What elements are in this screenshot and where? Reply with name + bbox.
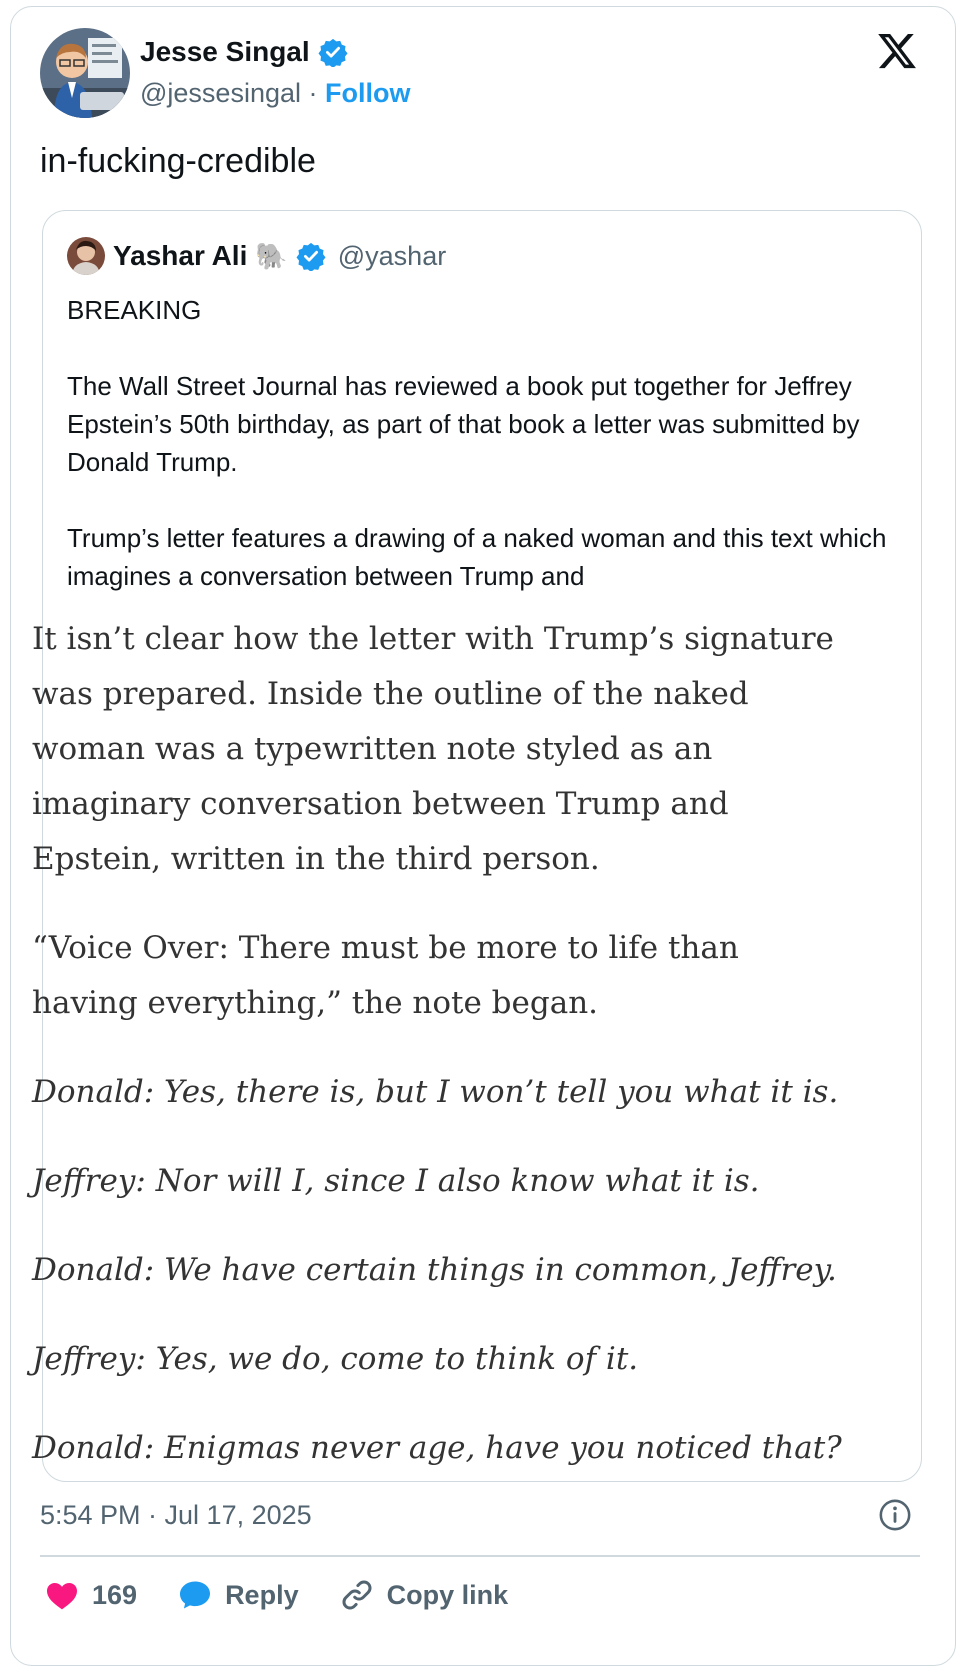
elephant-emoji-icon: 🐘 [255, 240, 288, 271]
article-lead: It isn’t clear how the letter with Trump’s signature was prepared. Inside the outline of the naked woman was a typewritten note styled as an imaginary conversation between Trump and Epstein, written in the third person. [32, 621, 834, 877]
x-logo-icon[interactable] [876, 30, 918, 72]
quoted-paragraph: BREAKING [67, 295, 202, 325]
article-dialogue-line: Jeffrey: Nor will I, since I also know what it is. [32, 1163, 760, 1199]
article-dialogue-line: Donald: We have certain things in common, Jeffrey. [32, 1252, 837, 1288]
copy-link-button[interactable] [339, 1577, 509, 1613]
author-handle[interactable]: @jessesingal [140, 78, 301, 108]
article-quote: “Voice Over: There must be more to life than having everything,” the note began. [32, 930, 739, 1021]
copy-link-label: Copy link [386, 1579, 509, 1610]
article-excerpt-image [32, 612, 852, 1510]
like-count: 169 [92, 1579, 138, 1610]
quoted-paragraph: The Wall Street Journal has reviewed a book put together for Jeffrey Epstein’s 50th birthday, as part of that book a letter was submitted by Donald Trump. [67, 371, 860, 477]
article-dialogue-line: Donald: Yes, there is, but I won’t tell you what it is. [32, 1074, 839, 1110]
verified-badge-icon [318, 37, 348, 67]
quoted-tweet-text [67, 291, 897, 595]
author-handle-row [140, 78, 411, 109]
like-button[interactable] [44, 1577, 137, 1613]
follow-button[interactable]: Follow [325, 78, 411, 108]
divider [40, 1555, 920, 1557]
tweet-timestamp[interactable]: 5:54 PM · Jul 17, 2025 [40, 1500, 312, 1530]
heart-icon [44, 1577, 80, 1613]
verified-badge-icon [296, 241, 326, 271]
quoted-author-name: Yashar Ali [113, 240, 248, 271]
author-avatar[interactable] [40, 28, 130, 118]
author-name-row [140, 36, 348, 68]
link-icon [339, 1577, 375, 1613]
author-name[interactable]: Jesse Singal [140, 36, 310, 67]
reply-button[interactable] [177, 1577, 299, 1613]
quoted-author-avatar [67, 237, 105, 275]
quoted-paragraph: Trump’s letter features a drawing of a naked woman and this text which imagines a conversation between Trump and [67, 523, 887, 591]
info-icon[interactable] [878, 1498, 912, 1532]
quoted-tweet-header [67, 237, 446, 275]
handle-separator: · [308, 78, 318, 108]
reply-bubble-icon [177, 1577, 213, 1613]
article-dialogue-line: Jeffrey: Yes, we do, come to think of it. [32, 1341, 639, 1377]
tweet-actions [44, 1570, 548, 1620]
article-dialogue-line: Donald: Enigmas never age, have you noticed that? [32, 1430, 842, 1466]
reply-label: Reply [225, 1579, 299, 1610]
tweet-text: in-fucking-credible [40, 142, 316, 180]
quoted-author-handle: @yashar [337, 240, 447, 271]
